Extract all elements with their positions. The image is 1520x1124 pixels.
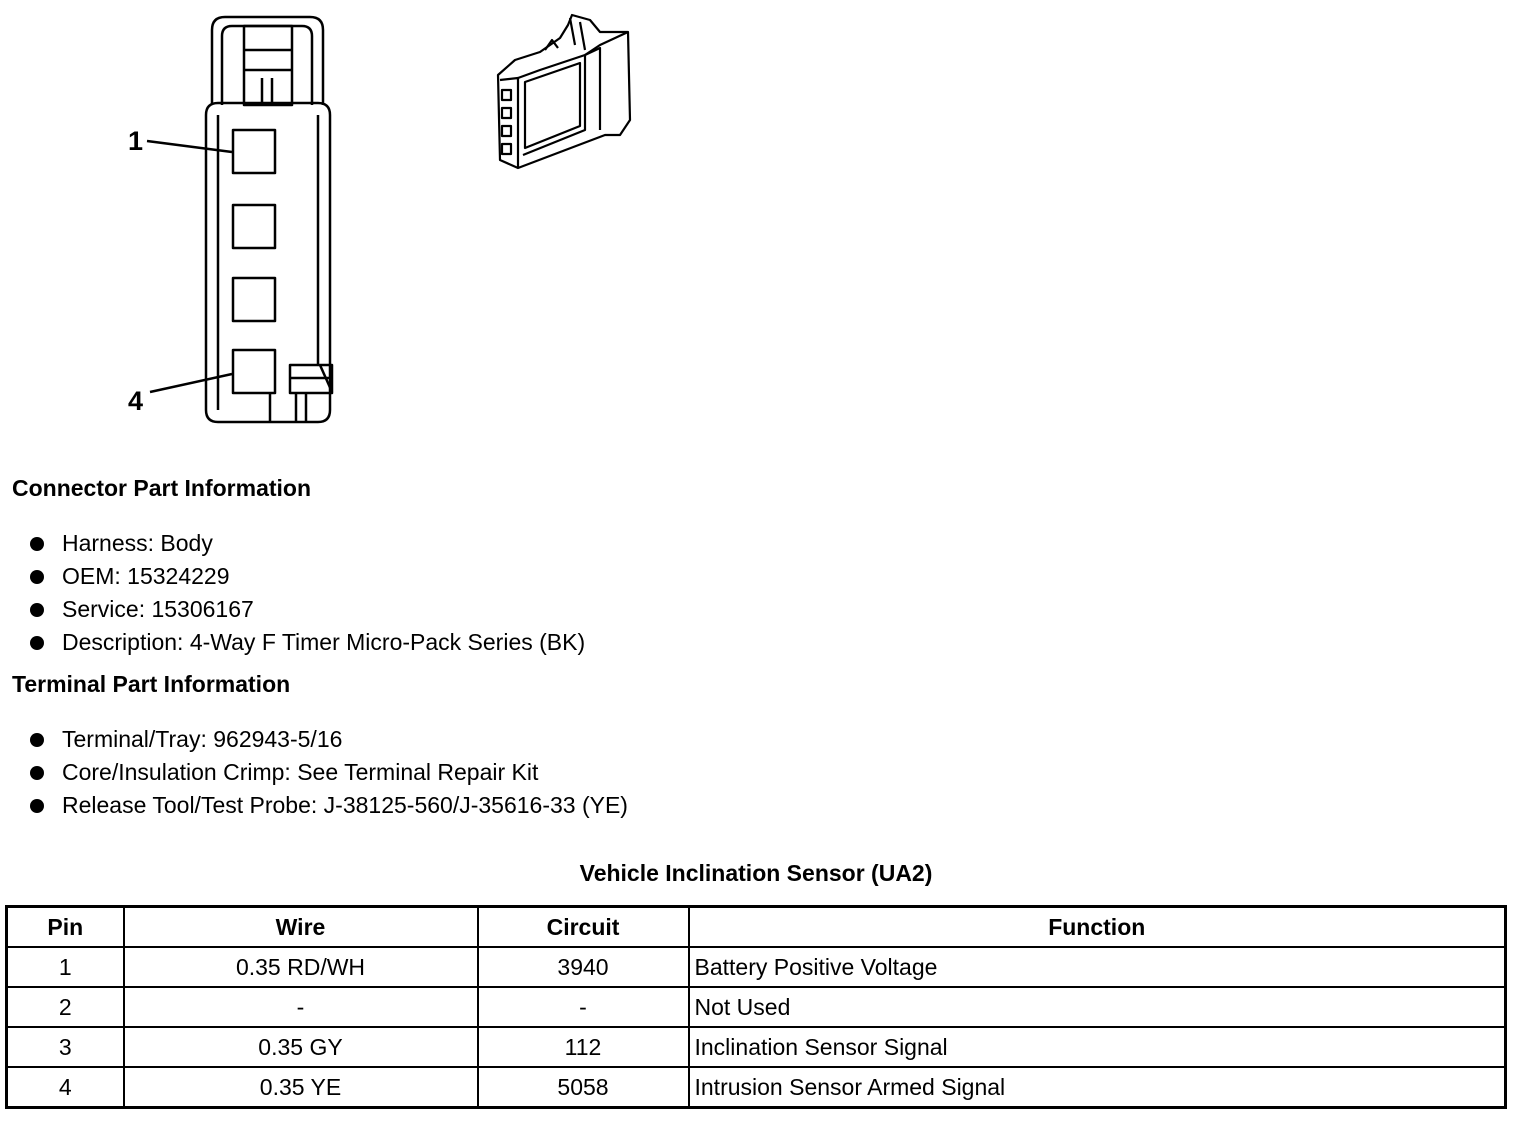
- bullet-icon: [30, 766, 44, 780]
- wire-cell: 0.35 GY: [124, 1027, 478, 1067]
- bullet-icon: [30, 603, 44, 617]
- column-header-circuit: Circuit: [478, 907, 689, 948]
- table-row: [7, 947, 1506, 987]
- list-item: [28, 626, 585, 659]
- column-header-pin: Pin: [7, 907, 124, 948]
- terminal-info-heading: Terminal Part Information: [12, 671, 291, 697]
- description-text: Description: 4-Way F Timer Micro-Pack Series (BK): [62, 629, 586, 655]
- table-row: [7, 987, 1506, 1027]
- list-item: [28, 560, 585, 593]
- connector-info-heading: Connector Part Information: [12, 475, 312, 501]
- pin-cell: 3: [7, 1027, 124, 1067]
- table-title: Vehicle Inclination Sensor (UA2): [579, 860, 933, 886]
- connector-isometric-view: [498, 15, 630, 168]
- bullet-icon: [30, 570, 44, 584]
- connector-face-diagram: [0, 0, 700, 440]
- oem-text: OEM: 15324229: [62, 563, 230, 589]
- wire-cell: 0.35 YE: [124, 1067, 478, 1108]
- harness-text: Harness: Body: [62, 530, 213, 556]
- terminal-info-list: [28, 723, 628, 822]
- circuit-cell: 112: [478, 1027, 689, 1067]
- list-item: [28, 789, 628, 822]
- function-cell: Intrusion Sensor Armed Signal: [689, 1067, 1506, 1108]
- pinout-table: [5, 905, 1507, 1109]
- table-header-row: [7, 907, 1506, 948]
- pin-cell: 2: [7, 987, 124, 1027]
- service-text: Service: 15306167: [62, 596, 254, 622]
- circuit-cell: 5058: [478, 1067, 689, 1108]
- pin-4-label: 4: [128, 386, 144, 416]
- pin-cell: 1: [7, 947, 124, 987]
- list-item: [28, 527, 585, 560]
- circuit-cell: 3940: [478, 947, 689, 987]
- function-cell: Not Used: [689, 987, 1506, 1027]
- list-item: [28, 723, 628, 756]
- bullet-icon: [30, 799, 44, 813]
- list-item: [28, 593, 585, 626]
- function-cell: Battery Positive Voltage: [689, 947, 1506, 987]
- function-cell: Inclination Sensor Signal: [689, 1027, 1506, 1067]
- crimp-text: Core/Insulation Crimp: See Terminal Repair Kit: [62, 759, 539, 785]
- table-row: [7, 1067, 1506, 1108]
- list-item: [28, 756, 628, 789]
- bullet-icon: [30, 537, 44, 551]
- pin-cell: 4: [7, 1067, 124, 1108]
- release-tool-text: Release Tool/Test Probe: J-38125-560/J-35616-33 (YE): [62, 792, 628, 818]
- bullet-icon: [30, 636, 44, 650]
- table-row: [7, 1027, 1506, 1067]
- bullet-icon: [30, 733, 44, 747]
- wire-cell: -: [124, 987, 478, 1027]
- wire-cell: 0.35 RD/WH: [124, 947, 478, 987]
- column-header-function: Function: [689, 907, 1506, 948]
- circuit-cell: -: [478, 987, 689, 1027]
- pin-1-label: 1: [128, 126, 144, 156]
- column-header-wire: Wire: [124, 907, 478, 948]
- connector-info-list: [28, 527, 585, 659]
- terminal-tray-text: Terminal/Tray: 962943-5/16: [62, 726, 343, 752]
